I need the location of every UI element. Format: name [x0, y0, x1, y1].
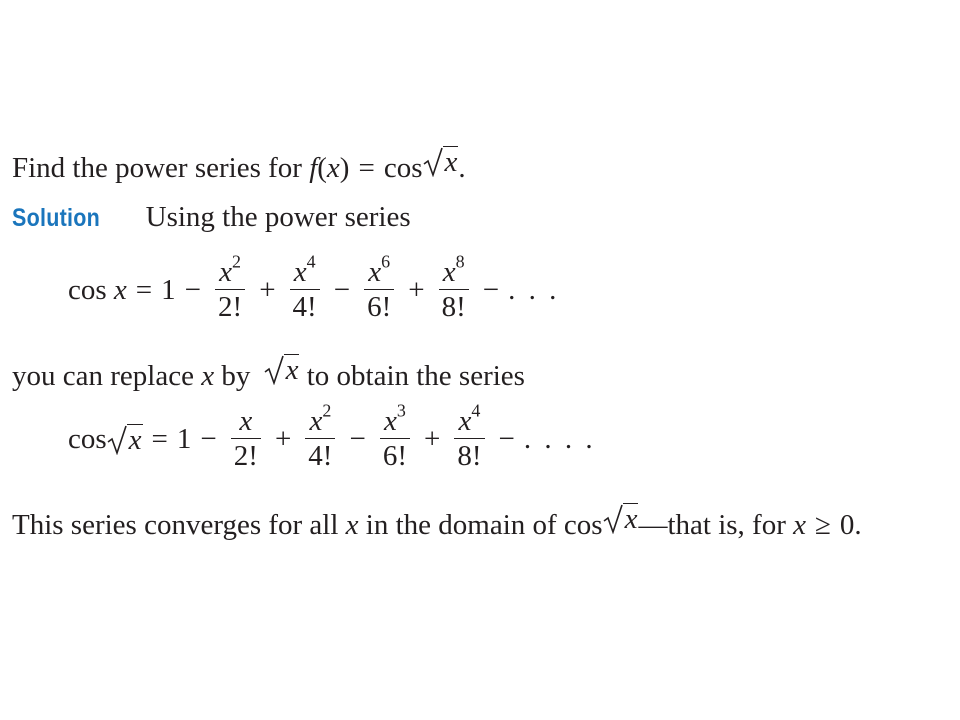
series-term: $\frac{x^2}{4!}$ [305, 407, 335, 471]
sqrt-symbol: x [264, 354, 300, 385]
solution-intro [12, 203, 411, 232]
conclusion-sentence: This series converges for all x in the domain of cos x —that is, for x ≥ 0. [12, 503, 862, 541]
series-term: $\frac{x^4}{4!}$ [290, 258, 320, 322]
series-term: $\frac{x^2}{2!}$ [215, 258, 245, 322]
cos-label: cos [383, 152, 423, 184]
ellipsis: . . . [508, 273, 560, 306]
cos-series-equation: cos x = 1 − $\frac{x^2}{2!}$ + $\frac{x^4}{4!}$ − $\frac{x^6}{6!}$ + $\frac{x^8}{8!}$ − . . . [68, 251, 560, 323]
replace-sentence: you can replace x by x to obtain the series [12, 354, 525, 392]
series-term: $\frac{x^8}{8!}$ [439, 258, 469, 322]
series-term: $\frac{x}{2!}$ [231, 407, 261, 471]
series-term: $\frac{x^3}{6!}$ [380, 407, 410, 471]
equals-sign: = [358, 152, 375, 184]
sqrt-symbol: x [107, 424, 143, 455]
sqrt-symbol: x [423, 146, 459, 177]
ellipsis: . . . . [523, 422, 596, 455]
solution-intro-text: Using the power series [145, 201, 411, 233]
problem-text: Find the power series for [12, 152, 310, 184]
series-term: $\frac{x^6}{6!}$ [364, 258, 394, 322]
sqrt-symbol: x [603, 503, 639, 534]
solution-label: Solution [12, 204, 101, 232]
problem-statement: Find the power series for f(x) = cos x . [12, 146, 466, 184]
series-term: $\frac{x^4}{8!}$ [454, 407, 484, 471]
geq-sign: ≥ [815, 509, 831, 541]
cos-sqrt-series-equation: cos x = 1 − $\frac{x}{2!}$ + $\frac{x^2}{4!}$ − $\frac{x^3}{6!}$ + $\frac{x^4}{8!}$ − . . . . [68, 400, 596, 472]
function-name: f [309, 152, 318, 184]
